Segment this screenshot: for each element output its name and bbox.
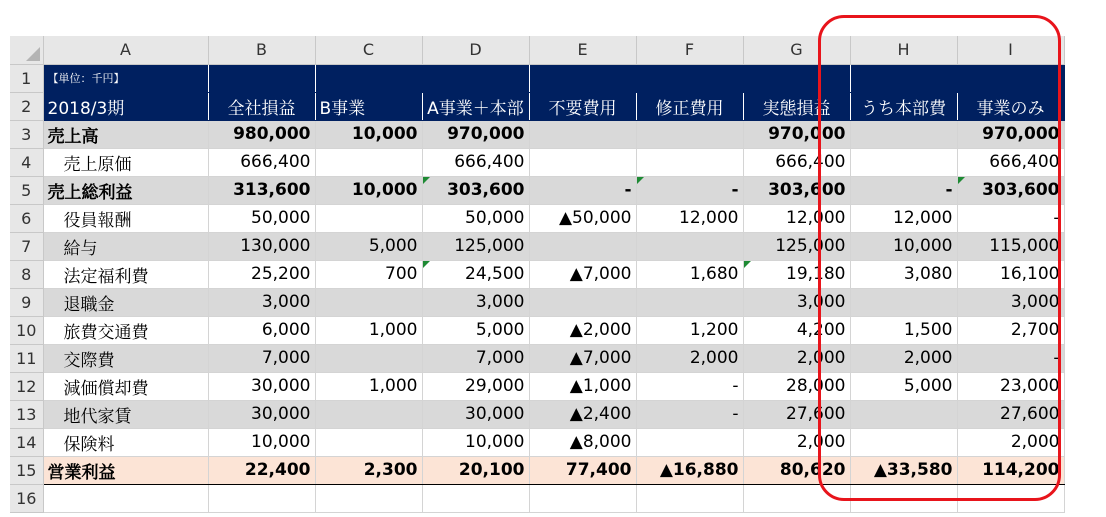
value-cell-f[interactable] — [636, 120, 743, 148]
value-cell-e[interactable]: ▲50,000 — [529, 204, 636, 232]
table-row — [10, 204, 1064, 232]
value-cell-e[interactable] — [529, 288, 636, 316]
table-row — [10, 288, 1064, 316]
column-header-d[interactable]: D — [422, 36, 529, 64]
value-cell-h[interactable]: ▲33,580 — [850, 456, 957, 484]
value-cell-g[interactable]: 3,000 — [743, 288, 850, 316]
value-cell-i[interactable]: 16,100 — [957, 260, 1064, 288]
value-cell-e[interactable] — [529, 148, 636, 176]
value-cell-f[interactable] — [636, 428, 743, 456]
value-cell-b[interactable]: 313,600 — [208, 176, 315, 204]
value-cell-i[interactable]: - — [957, 204, 1064, 232]
value-cell-d[interactable]: 3,000 — [422, 288, 529, 316]
value-cell-h[interactable]: 12,000 — [850, 204, 957, 232]
value-cell-i[interactable]: 27,600 — [957, 400, 1064, 428]
value-cell-d[interactable]: 30,000 — [422, 400, 529, 428]
empty-cell[interactable] — [422, 484, 529, 512]
value-cell-e[interactable] — [529, 120, 636, 148]
value-cell-h[interactable]: - — [850, 176, 957, 204]
empty-cell[interactable] — [636, 484, 743, 512]
cell-d1[interactable] — [422, 64, 529, 92]
value-cell-h[interactable] — [850, 148, 957, 176]
value-cell-i[interactable]: 23,000 — [957, 372, 1064, 400]
value-cell-c[interactable]: 2,300 — [315, 456, 422, 484]
value-cell-e[interactable] — [529, 232, 636, 260]
value-cell-g[interactable]: 80,620 — [743, 456, 850, 484]
value-cell-b[interactable]: 3,000 — [208, 288, 315, 316]
empty-cell[interactable] — [957, 484, 1064, 512]
value-cell-g[interactable]: 125,000 — [743, 232, 850, 260]
value-cell-i[interactable]: 970,000 — [957, 120, 1064, 148]
value-cell-d[interactable]: 29,000 — [422, 372, 529, 400]
value-cell-d[interactable]: 24,500 — [422, 260, 529, 288]
value-cell-c[interactable] — [315, 204, 422, 232]
column-header-g[interactable]: G — [743, 36, 850, 64]
value-cell-c[interactable]: 1,000 — [315, 316, 422, 344]
row-label-cell[interactable]: 旅費交通費 — [43, 316, 208, 344]
value-cell-d[interactable]: 10,000 — [422, 428, 529, 456]
value-cell-h[interactable]: 10,000 — [850, 232, 957, 260]
value-cell-f[interactable]: 1,680 — [636, 260, 743, 288]
value-cell-f[interactable]: - — [636, 176, 743, 204]
row-header[interactable]: 8 — [10, 260, 43, 288]
cell-h1[interactable] — [850, 64, 957, 92]
empty-cell[interactable] — [529, 484, 636, 512]
value-cell-e[interactable]: 77,400 — [529, 456, 636, 484]
value-cell-c[interactable]: 10,000 — [315, 176, 422, 204]
value-cell-i[interactable]: 2,700 — [957, 316, 1064, 344]
empty-cell[interactable] — [743, 484, 850, 512]
value-cell-i[interactable]: 666,400 — [957, 148, 1064, 176]
select-all-corner[interactable] — [10, 36, 43, 64]
fuyo-header-cell[interactable]: 不要費用 — [529, 92, 636, 120]
row-label-cell[interactable]: 交際費 — [43, 344, 208, 372]
value-cell-c[interactable] — [315, 288, 422, 316]
value-cell-i[interactable]: 2,000 — [957, 428, 1064, 456]
value-cell-c[interactable]: 5,000 — [315, 232, 422, 260]
value-cell-h[interactable] — [850, 288, 957, 316]
value-cell-f[interactable]: - — [636, 372, 743, 400]
period-header-cell[interactable]: 2018/3期 — [43, 92, 208, 120]
value-cell-d[interactable]: 303,600 — [422, 176, 529, 204]
cell-e1[interactable] — [529, 64, 636, 92]
column-header-h[interactable]: H — [850, 36, 957, 64]
column-header-c[interactable]: C — [315, 36, 422, 64]
jittai-header-cell[interactable]: 実態損益 — [743, 92, 850, 120]
column-header-a[interactable]: A — [43, 36, 208, 64]
row-header[interactable]: 4 — [10, 148, 43, 176]
value-cell-c[interactable]: 700 — [315, 260, 422, 288]
value-cell-g[interactable]: 666,400 — [743, 148, 850, 176]
value-cell-d[interactable]: 7,000 — [422, 344, 529, 372]
row-label-cell[interactable]: 売上高 — [43, 120, 208, 148]
shusei-header-cell[interactable]: 修正費用 — [636, 92, 743, 120]
value-cell-g[interactable]: 12,000 — [743, 204, 850, 232]
value-cell-h[interactable]: 5,000 — [850, 372, 957, 400]
value-cell-f[interactable]: 12,000 — [636, 204, 743, 232]
value-cell-h[interactable]: 1,500 — [850, 316, 957, 344]
unit-label-cell[interactable]: 【単位：千円】 — [43, 64, 208, 92]
value-cell-d[interactable]: 50,000 — [422, 204, 529, 232]
value-cell-f[interactable] — [636, 288, 743, 316]
column-header-i[interactable]: I — [957, 36, 1064, 64]
value-cell-e[interactable]: ▲2,400 — [529, 400, 636, 428]
value-cell-f[interactable] — [636, 232, 743, 260]
value-cell-i[interactable]: - — [957, 344, 1064, 372]
value-cell-b[interactable]: 25,200 — [208, 260, 315, 288]
row-header[interactable]: 13 — [10, 400, 43, 428]
value-cell-d[interactable]: 666,400 — [422, 148, 529, 176]
zensha-header-cell[interactable]: 全社損益 — [208, 92, 315, 120]
value-cell-g[interactable]: 970,000 — [743, 120, 850, 148]
cell-b1[interactable] — [208, 64, 315, 92]
row-label-cell[interactable]: 保険料 — [43, 428, 208, 456]
table-row — [10, 428, 1064, 456]
value-cell-e[interactable]: - — [529, 176, 636, 204]
row-header[interactable]: 1 — [10, 64, 43, 92]
value-cell-h[interactable]: 2,000 — [850, 344, 957, 372]
value-cell-d[interactable]: 125,000 — [422, 232, 529, 260]
value-cell-c[interactable] — [315, 400, 422, 428]
value-cell-i[interactable]: 115,000 — [957, 232, 1064, 260]
row-label-cell[interactable]: 地代家賃 — [43, 400, 208, 428]
value-cell-g[interactable]: 303,600 — [743, 176, 850, 204]
row-header[interactable]: 14 — [10, 428, 43, 456]
cell-i1[interactable] — [957, 64, 1064, 92]
column-header-f[interactable]: F — [636, 36, 743, 64]
value-cell-e[interactable]: ▲8,000 — [529, 428, 636, 456]
value-cell-f[interactable]: - — [636, 400, 743, 428]
value-cell-g[interactable]: 27,600 — [743, 400, 850, 428]
row-label-cell[interactable]: 退職金 — [43, 288, 208, 316]
value-cell-e[interactable]: ▲7,000 — [529, 344, 636, 372]
value-cell-g[interactable]: 19,180 — [743, 260, 850, 288]
column-header-b[interactable]: B — [208, 36, 315, 64]
table-row — [10, 316, 1064, 344]
table-row — [10, 120, 1064, 148]
select-all-icon — [26, 47, 40, 61]
table-row — [10, 400, 1064, 428]
row-label-cell[interactable]: 法定福利費 — [43, 260, 208, 288]
table-row — [10, 484, 1064, 512]
value-cell-i[interactable]: 114,200 — [957, 456, 1064, 484]
empty-cell[interactable] — [315, 484, 422, 512]
row-label-cell[interactable]: 営業利益 — [43, 456, 208, 484]
value-cell-c[interactable] — [315, 428, 422, 456]
empty-cell[interactable] — [850, 484, 957, 512]
table-row — [10, 344, 1064, 372]
header-row-1 — [10, 64, 1064, 92]
a-jigyo-header-cell[interactable]: A事業＋本部 — [422, 92, 529, 120]
value-cell-b[interactable]: 10,000 — [208, 428, 315, 456]
value-cell-d[interactable]: 970,000 — [422, 120, 529, 148]
empty-cell[interactable] — [43, 484, 208, 512]
row-header[interactable]: 7 — [10, 232, 43, 260]
row-header[interactable]: 15 — [10, 456, 43, 484]
value-cell-b[interactable]: 50,000 — [208, 204, 315, 232]
row-label-cell[interactable]: 減価償却費 — [43, 372, 208, 400]
value-cell-c[interactable] — [315, 344, 422, 372]
table-row — [10, 232, 1064, 260]
value-cell-d[interactable]: 5,000 — [422, 316, 529, 344]
column-header-e[interactable]: E — [529, 36, 636, 64]
value-cell-b[interactable]: 30,000 — [208, 372, 315, 400]
value-cell-e[interactable]: ▲2,000 — [529, 316, 636, 344]
row-header[interactable]: 3 — [10, 120, 43, 148]
value-cell-f[interactable]: 2,000 — [636, 344, 743, 372]
column-header-row — [10, 36, 1064, 64]
row-header[interactable]: 10 — [10, 316, 43, 344]
table-row — [10, 372, 1064, 400]
value-cell-h[interactable] — [850, 400, 957, 428]
value-cell-f[interactable]: ▲16,880 — [636, 456, 743, 484]
value-cell-h[interactable]: 3,080 — [850, 260, 957, 288]
table-row — [10, 176, 1064, 204]
value-cell-g[interactable]: 4,200 — [743, 316, 850, 344]
value-cell-g[interactable]: 2,000 — [743, 344, 850, 372]
value-cell-f[interactable]: 1,200 — [636, 316, 743, 344]
value-cell-h[interactable] — [850, 120, 957, 148]
value-cell-e[interactable]: ▲1,000 — [529, 372, 636, 400]
cell-f1[interactable] — [636, 64, 743, 92]
row-label-cell[interactable]: 役員報酬 — [43, 204, 208, 232]
value-cell-b[interactable]: 6,000 — [208, 316, 315, 344]
value-cell-e[interactable]: ▲7,000 — [529, 260, 636, 288]
value-cell-g[interactable]: 28,000 — [743, 372, 850, 400]
row-header[interactable]: 16 — [10, 484, 43, 512]
value-cell-g[interactable]: 2,000 — [743, 428, 850, 456]
value-cell-f[interactable] — [636, 148, 743, 176]
value-cell-b[interactable]: 980,000 — [208, 120, 315, 148]
table-row — [10, 148, 1064, 176]
jigyo-nomi-header-cell[interactable]: 事業のみ — [957, 92, 1064, 120]
value-cell-b[interactable]: 130,000 — [208, 232, 315, 260]
row-label-cell[interactable]: 売上総利益 — [43, 176, 208, 204]
value-cell-i[interactable]: 303,600 — [957, 176, 1064, 204]
b-jigyo-header-cell[interactable]: B事業 — [315, 92, 422, 120]
value-cell-i[interactable]: 3,000 — [957, 288, 1064, 316]
row-header[interactable]: 6 — [10, 204, 43, 232]
row-label-cell[interactable]: 売上原価 — [43, 148, 208, 176]
table-row — [10, 260, 1064, 288]
value-cell-b[interactable]: 22,400 — [208, 456, 315, 484]
cell-c1[interactable] — [315, 64, 422, 92]
row-header[interactable]: 2 — [10, 92, 43, 120]
table-row — [10, 456, 1064, 484]
cell-g1[interactable] — [743, 64, 850, 92]
row-label-cell[interactable]: 給与 — [43, 232, 208, 260]
value-cell-b[interactable]: 666,400 — [208, 148, 315, 176]
value-cell-d[interactable]: 20,100 — [422, 456, 529, 484]
row-header[interactable]: 5 — [10, 176, 43, 204]
value-cell-c[interactable]: 10,000 — [315, 120, 422, 148]
row-header[interactable]: 12 — [10, 372, 43, 400]
value-cell-c[interactable] — [315, 148, 422, 176]
value-cell-b[interactable]: 7,000 — [208, 344, 315, 372]
honbu-header-cell[interactable]: うち本部費 — [850, 92, 957, 120]
header-row-2 — [10, 92, 1064, 120]
empty-cell[interactable] — [208, 484, 315, 512]
row-header[interactable]: 11 — [10, 344, 43, 372]
spreadsheet-grid — [10, 36, 1065, 513]
row-header[interactable]: 9 — [10, 288, 43, 316]
value-cell-c[interactable]: 1,000 — [315, 372, 422, 400]
value-cell-b[interactable]: 30,000 — [208, 400, 315, 428]
value-cell-h[interactable] — [850, 428, 957, 456]
